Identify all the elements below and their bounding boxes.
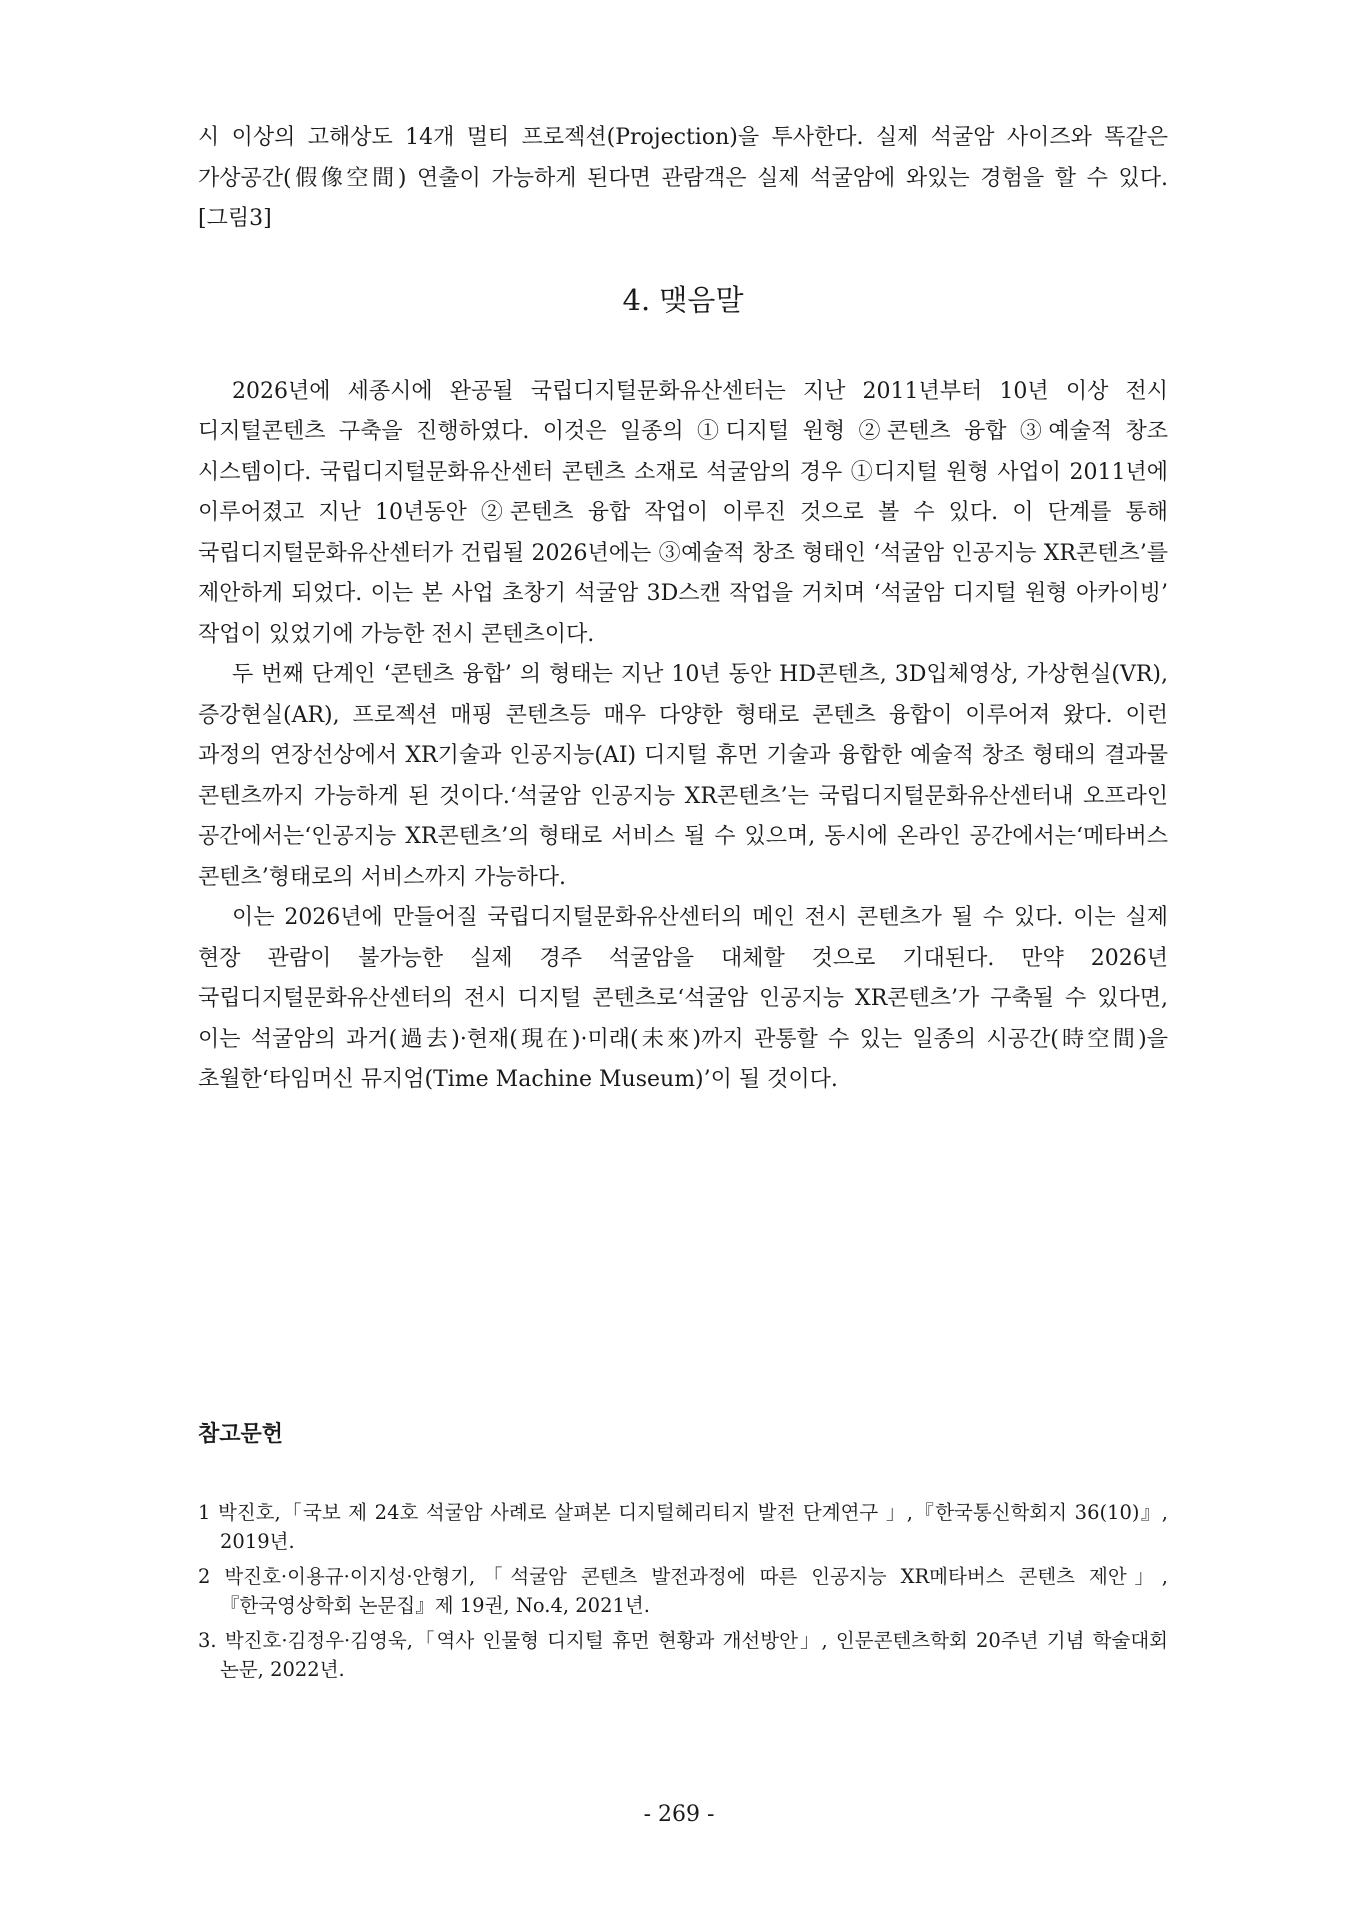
body-paragraph-1: 2026년에 세종시에 완공될 국립디지털문화유산센터는 지난 2011년부터 10년 이상 전시 디지털콘텐츠 구축을 진행하였다. 이것은 일종의 ①디지털 원형 ②콘텐츠 융합 ③예술적 창조 시스템이다. 국립디지털문화유산센터 콘텐츠 소재로 석굴암의 경우 ①디지털 원형 사업이 2011년에 이루어졌고 지난 10년동안 ②콘텐츠 융합 작업이 이루진 것으로 볼 수 있다. 이 단계를 통해 국립디지털문화유산센터가 건립될 2026년에는 ③예술적 창조 형태인 ‘석굴암 인공지능 XR콘텐츠’를 제안하게 되었다. 이는 본 사업 초창기 석굴암 3D스캔 작업을 거치며 ‘석굴암 디지털 원형 아카이빙’ 작업이 있었기에 가능한 전시 콘텐츠이다. <box>198 378 1168 647</box>
body-paragraph-2: 두 번째 단계인 ‘콘텐츠 융합’ 의 형태는 지난 10년 동안 HD콘텐츠, 3D입체영상, 가상현실(VR), 증강현실(AR), 프로젝션 매핑 콘텐츠등 매우 다양한 형태로 콘텐츠 융합이 이루어져 왔다. 이런 과정의 연장선상에서 XR기술과 인공지능(AI) 디지털 휴먼 기술과 융합한 예술적 창조 형태의 결과물 콘텐츠까지 가능하게 된 것이다.‘석굴암 인공지능 XR콘텐츠’는 국립디지털문화유산센터내 오프라인 공간에서는‘인공지능 XR콘텐츠’의 형태로 서비스 될 수 있으며, 동시에 온라인 공간에서는‘메타버스 콘텐츠’형태로의 서비스까지 가능하다. <box>198 662 1168 890</box>
reference-item-1: 1 박진호,「국보 제 24호 석굴암 사례로 살펴본 디지털헤리티지 발전 단계연구 」,『한국통신학회지 36(10)』, 2019년. <box>198 1501 1168 1553</box>
body-paragraph-3: 이는 2026년에 만들어질 국립디지털문화유산센터의 메인 전시 콘텐츠가 될 수 있다. 이는 실제 현장 관람이 불가능한 실제 경주 석굴암을 대체할 것으로 기대된다. 만약 2026년 국립디지털문화유산센터의 전시 디지털 콘텐츠로‘석굴암 인공지능 XR콘텐츠’가 구축될 수 있다면, 이는 석굴암의 과거(過去)·현재(現在)·미래(未來)까지 관통할 수 있는 일종의 시공간(時空間)을 초월한‘타임머신 뮤지엄(Time Machine Museum)’이 될 것이다. <box>198 905 1168 1092</box>
page-number: - 269 - <box>643 1802 715 1827</box>
references-section <box>198 1420 1168 1690</box>
references-title: 참고문헌 <box>198 1422 284 1447</box>
page-body <box>198 118 1168 1101</box>
reference-item-3: 3. 박진호·김정우·김영욱,「역사 인물형 디지털 휴먼 현황과 개선방안」, 인문콘텐츠학회 20주년 기념 학술대회 논문, 2022년. <box>198 1629 1168 1681</box>
section-title: 4. 맺음말 <box>622 282 744 317</box>
reference-item-2: 2 박진호·이용규·이지성·안형기,「석굴암 콘텐츠 발전과정에 따른 인공지능 XR메타버스 콘텐츠 제안」,『한국영상학회 논문집』제 19권, No.4, 2021년. <box>198 1565 1168 1617</box>
intro-paragraph: 시 이상의 고해상도 14개 멀티 프로젝션(Projection)을 투사한다. 실제 석굴암 사이즈와 똑같은 가상공간(假像空間) 연출이 가능하게 된다면 관람객은 실제 석굴암에 와있는 경험을 할 수 있다. [그림3] <box>198 125 1168 231</box>
